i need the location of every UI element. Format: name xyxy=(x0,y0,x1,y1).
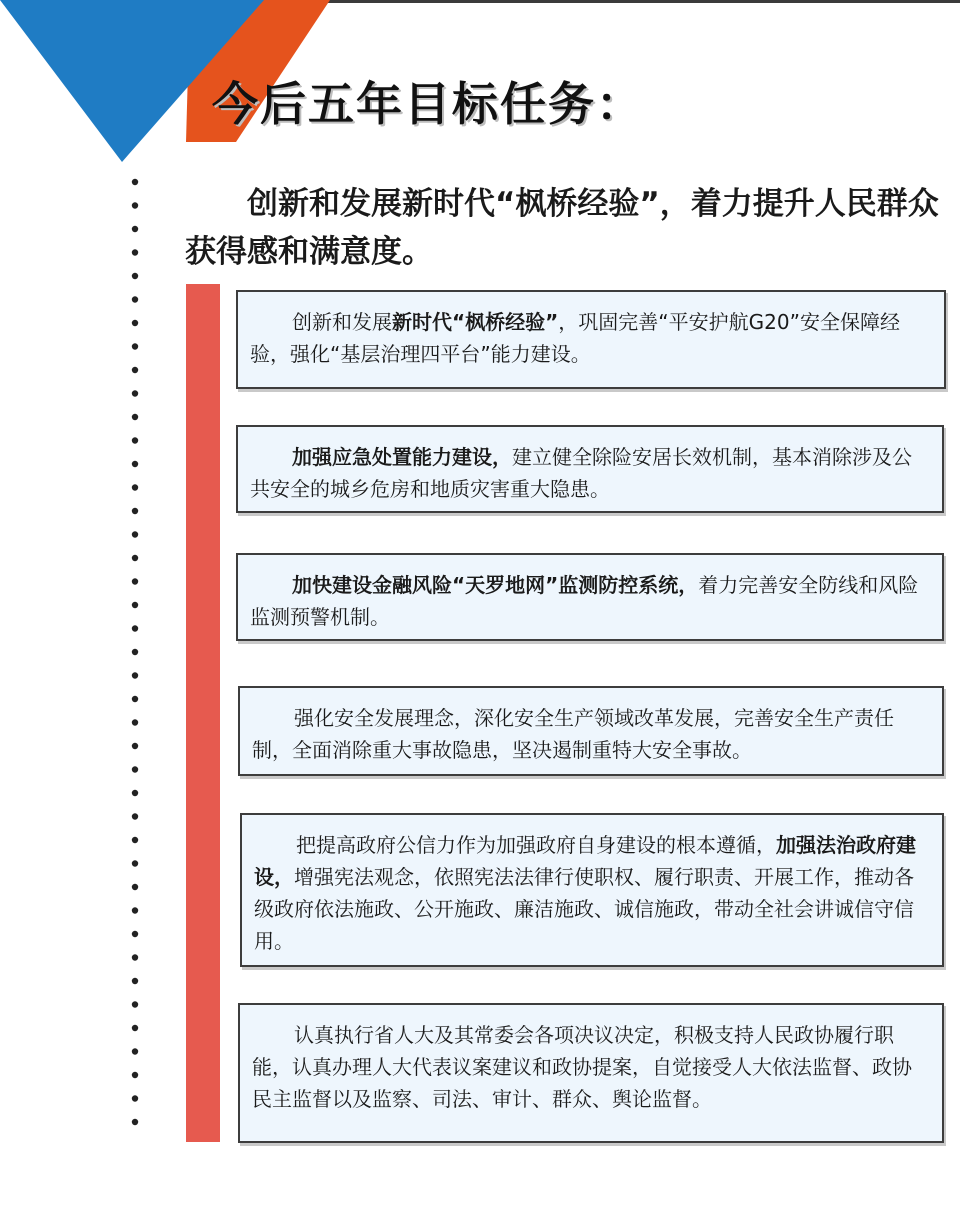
decorative-dot xyxy=(132,273,138,279)
decorative-dot xyxy=(132,1025,138,1031)
decorative-dot xyxy=(132,860,138,866)
text-run: 创新和发展 xyxy=(292,310,392,334)
goal-card-3 xyxy=(236,553,944,641)
decorative-dot xyxy=(132,931,138,937)
goal-card-5 xyxy=(240,813,944,967)
decorative-dot xyxy=(132,414,138,420)
emphasis-text: 加快建设金融风险“天罗地网”监测防控系统， xyxy=(292,573,699,597)
decorative-dot xyxy=(132,884,138,890)
decorative-dot xyxy=(132,179,138,185)
goal-text xyxy=(250,306,932,370)
decorative-dot xyxy=(132,1048,138,1054)
page-title: 今后五年目标任务： xyxy=(212,77,644,131)
decorative-dot xyxy=(132,649,138,655)
decorative-dot xyxy=(132,508,138,514)
goal-card-1 xyxy=(236,290,946,389)
decorative-dot xyxy=(132,602,138,608)
goal-text xyxy=(254,829,930,957)
subtitle: 创新和发展新时代“枫桥经验”，着力提升人民群众获得感和满意度。 xyxy=(185,186,939,270)
text-run: 认真执行省人大及其常委会各项决议决定，积极支持人民政协履行职能，认真办理人大代表议案建议和政协提案，自觉接受人大依法监督、政协民主监督以及监察、司法、审计、群众、舆论监督。 xyxy=(252,1023,912,1111)
decorative-dot xyxy=(132,743,138,749)
goal-text xyxy=(252,1019,930,1115)
goal-card-6 xyxy=(238,1003,944,1143)
emphasis-text: 加强法治政府建设， xyxy=(254,833,916,889)
decorative-dot xyxy=(132,672,138,678)
decorative-dot xyxy=(132,1095,138,1101)
decorative-dot xyxy=(132,296,138,302)
decorative-dot xyxy=(132,390,138,396)
decorative-dot xyxy=(132,320,138,326)
decorative-dot xyxy=(132,249,138,255)
decorative-dot xyxy=(132,226,138,232)
goal-card-2 xyxy=(236,425,944,513)
decorative-dot xyxy=(132,531,138,537)
goal-text xyxy=(250,441,930,505)
text-run: 着力完善安全防线和风险监测预警机制。 xyxy=(250,573,919,629)
decorative-dot xyxy=(132,1001,138,1007)
red-side-bar xyxy=(186,284,220,1142)
decorative-dot xyxy=(132,578,138,584)
decorative-dot xyxy=(132,555,138,561)
emphasis-text: 加强应急处置能力建设， xyxy=(292,445,512,469)
emphasis-text: 新时代“枫桥经验” xyxy=(392,310,559,334)
decorative-dot xyxy=(132,907,138,913)
goal-card-4 xyxy=(238,686,944,776)
text-run: 建立健全除险安居长效机制，基本消除涉及公共安全的城乡危房和地质灾害重大隐患。 xyxy=(250,445,912,501)
text-run: 增强宪法观念，依照宪法法律行使职权、履行职责、开展工作，推动各级政府依法施政、公开施政、廉洁施政、诚信施政，带动全社会讲诚信守信用。 xyxy=(254,865,914,953)
text-run: 强化安全发展理念，深化安全生产领域改革发展，完善安全生产责任制，全面消除重大事故隐患，坚决遏制重特大安全事故。 xyxy=(252,706,894,762)
decorative-dot xyxy=(132,625,138,631)
decorative-dot xyxy=(132,696,138,702)
decorative-dot xyxy=(132,790,138,796)
dotted-line xyxy=(128,178,142,1150)
decorative-dot xyxy=(132,837,138,843)
decorative-dot xyxy=(132,461,138,467)
decorative-dot xyxy=(132,367,138,373)
decorative-dot xyxy=(132,343,138,349)
decorative-dot xyxy=(132,766,138,772)
text-run: ，巩固完善“平安护航G20”安全保障经验，强化“基层治理四平台”能力建设。 xyxy=(250,310,900,366)
decorative-dot xyxy=(132,719,138,725)
decorative-dot xyxy=(132,437,138,443)
decorative-dot xyxy=(132,202,138,208)
goal-text xyxy=(252,702,930,766)
decorative-dot xyxy=(132,1072,138,1078)
decorative-dot xyxy=(132,978,138,984)
decorative-dot xyxy=(132,813,138,819)
decorative-dot xyxy=(132,1119,138,1125)
text-run: 把提高政府公信力作为加强政府自身建设的根本遵循， xyxy=(296,833,776,857)
decorative-dot xyxy=(132,954,138,960)
decorative-dot xyxy=(132,484,138,490)
goal-text xyxy=(250,569,930,633)
